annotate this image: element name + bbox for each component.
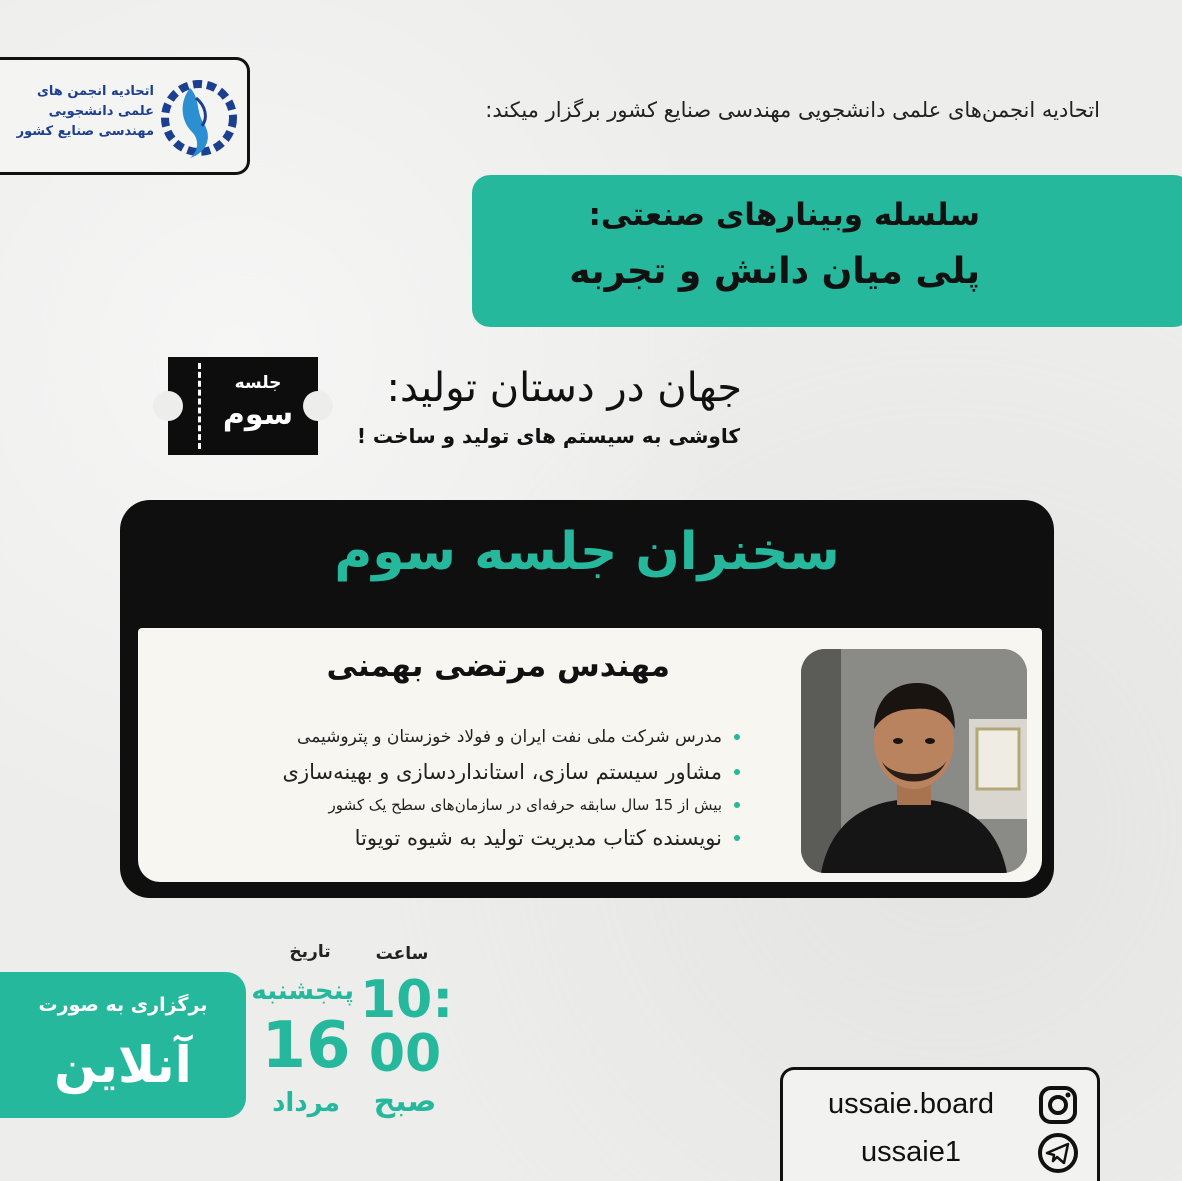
bio-item: مدرس شرکت ملی نفت ایران و فولاد خوزستان و پتروشیمی [142,720,742,754]
speaker-photo [801,649,1027,873]
ticket-label: جلسه [234,373,282,393]
speaker-portrait-icon [801,649,1027,873]
organizer-text: اتحادیه انجمن‌های علمی دانشجویی مهندسی صنایع کشور برگزار میکند: [485,98,1100,122]
session-title: جهان در دستان تولید: [386,365,742,411]
date-label: تاریخ [289,942,331,962]
online-label: برگزاری به صورت [38,994,208,1016]
ticket-notch [153,391,183,421]
event-day: 16 [261,1009,351,1083]
speaker-name: مهندس مرتضی بهمنی [326,648,670,684]
event-period: صبح [373,1084,437,1119]
ussaie-emblem-icon [160,70,238,166]
bio-item: مشاور سیستم سازی، استانداردسازی و بهینه‌سازی [142,754,742,790]
series-title: سلسله وبینارهای صنعتی: [588,197,980,233]
bio-item: نویسنده کتاب مدیریت تولید به شیوه تویوتا [142,820,742,856]
bio-item: بیش از 15 سال سابقه حرفه‌ای در سازمان‌های سطح یک کشور [142,790,742,820]
speaker-panel [138,628,1042,882]
ticket-perforation [198,363,201,449]
speaker-card [120,500,1054,898]
ticket-number: سوم [222,397,294,432]
event-weekday: پنجشنبه [251,976,354,1006]
instagram-handle[interactable]: ussaie.board [827,1088,995,1120]
contact-box [780,1067,1100,1181]
telegram-handle[interactable]: ussaie1 [861,1136,961,1168]
online-badge [0,972,246,1118]
speakers-heading: سخنران جلسه سوم [334,522,840,582]
event-month: مرداد [272,1088,340,1118]
event-hour: 10: [360,970,454,1030]
instagram-icon[interactable] [1037,1084,1079,1126]
telegram-icon[interactable] [1037,1132,1079,1174]
logo-line-1: اتحادیه انجمن های [36,84,154,99]
event-minute: 00 [368,1024,442,1084]
logo-line-2: علمی دانشجویی [48,104,154,119]
online-value: آنلاین [54,1036,192,1094]
series-banner [472,175,1182,327]
logo-line-3: مهندسی صنایع کشور [16,124,154,139]
time-label: ساعت [375,944,429,964]
speaker-bio-list [142,720,742,856]
logo-box [0,57,250,175]
session-ticket-badge [168,357,318,455]
session-subtitle: کاوشی به سیستم های تولید و ساخت ! [356,424,740,448]
logo-text [14,82,154,142]
series-subtitle: پلی میان دانش و تجربه [569,251,980,292]
